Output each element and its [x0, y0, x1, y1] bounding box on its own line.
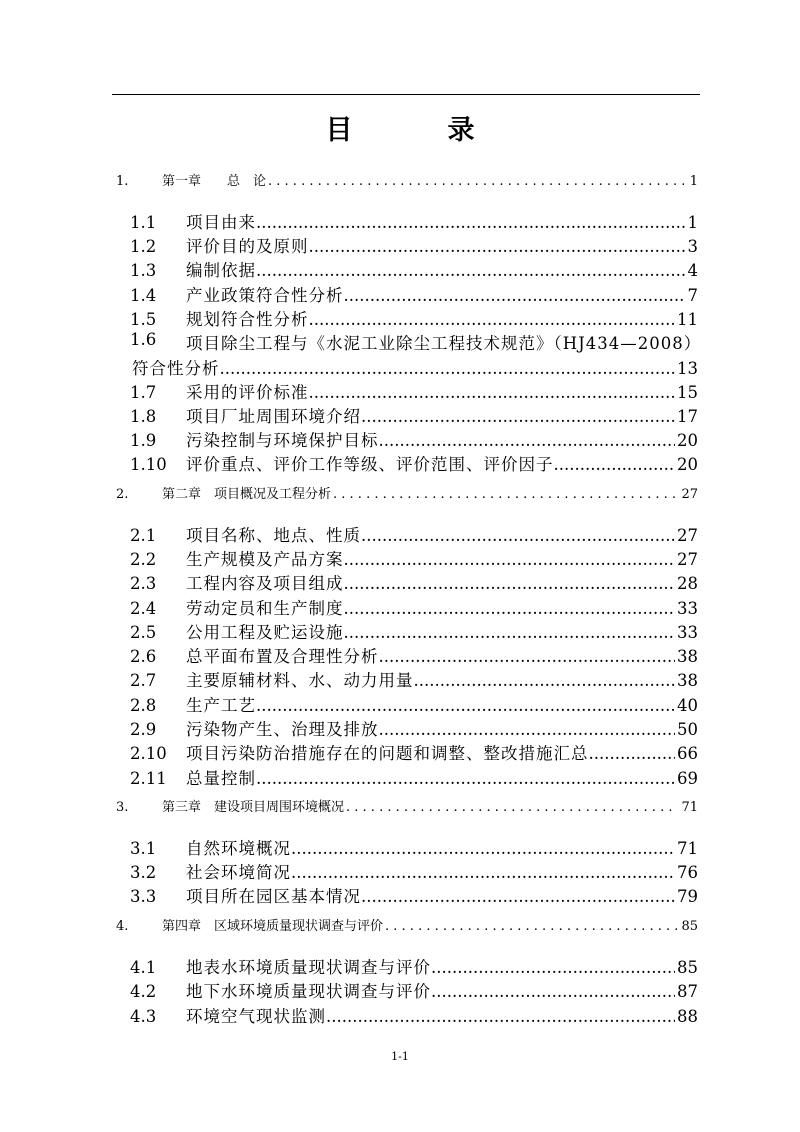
toc-leader: [346, 800, 677, 815]
toc-num: 1.5: [130, 310, 157, 329]
toc-section-3-1[interactable]: [112, 835, 698, 859]
toc-page: 27: [681, 487, 698, 502]
toc-label: 评价目的及原则: [186, 237, 309, 256]
toc-section-2-4[interactable]: [112, 595, 698, 619]
toc-leader: [344, 286, 686, 305]
toc-label: 劳动定员和生产制度: [186, 599, 344, 618]
toc-chapter-2[interactable]: [112, 483, 698, 502]
toc-leader: [379, 647, 676, 666]
toc-leader: [326, 1007, 675, 1026]
toc-leader: [333, 487, 677, 502]
toc-section-3-2[interactable]: [112, 859, 698, 883]
toc-section-2-10[interactable]: [112, 740, 698, 764]
toc-label: 产业政策符合性分析: [186, 286, 344, 305]
toc-section-1-4[interactable]: [112, 282, 698, 306]
toc-chapter-4[interactable]: [112, 915, 698, 934]
toc-label: 第二章 项目概况及工程分析: [162, 487, 332, 502]
page-number: 1-1: [391, 1050, 409, 1063]
toc-label: 工程内容及项目组成: [186, 574, 344, 593]
toc-label: 自然环境概况: [186, 839, 291, 858]
toc-page: 79: [677, 887, 698, 906]
toc-label: 项目污染防治措施存在的问题和调整、整改措施汇总: [186, 744, 589, 763]
toc-num: 1.3: [130, 261, 157, 280]
toc-num: 2.4: [130, 599, 157, 618]
toc-leader: [309, 310, 676, 329]
toc-num: 2.2: [130, 550, 157, 569]
toc-label: 地下水环境质量现状调查与评价: [186, 982, 431, 1001]
toc-label: 第三章 建设项目周围环境概况: [162, 800, 345, 815]
toc-leader: [256, 213, 686, 232]
toc-leader: [361, 887, 675, 906]
toc-page: 7: [687, 286, 698, 305]
toc-num: 3.2: [130, 863, 157, 882]
toc-section-1-2[interactable]: [112, 233, 698, 257]
toc-label: 项目除尘工程与《水泥工业除尘工程技术规范》（HJ434—2008）: [186, 334, 702, 353]
toc-page: 50: [677, 720, 698, 739]
toc-section-2-11[interactable]: [112, 765, 698, 789]
toc-page: 71: [681, 800, 698, 815]
toc-leader: [385, 919, 677, 934]
toc-leader: [256, 769, 675, 788]
toc-section-4-2[interactable]: [112, 978, 698, 1002]
toc-leader: [344, 599, 676, 618]
toc-section-1-1[interactable]: [112, 209, 698, 233]
toc-leader: [291, 863, 675, 882]
toc-num: 1.6: [130, 330, 157, 349]
toc-page: 88: [677, 1007, 698, 1026]
toc-num: 4.1: [130, 958, 157, 977]
toc-page: 4: [687, 261, 698, 280]
toc-num: 2.10: [130, 744, 167, 763]
toc-section-4-1[interactable]: [112, 954, 698, 978]
toc-page: 3: [687, 237, 698, 256]
toc-leader: [344, 574, 676, 593]
toc-page: 13: [677, 359, 698, 378]
toc-page: 28: [677, 574, 698, 593]
toc-num: 2.8: [130, 696, 157, 715]
page-title: 目 录: [325, 115, 509, 146]
toc-num: 2.: [116, 487, 129, 502]
toc-label: 项目由来: [186, 213, 256, 232]
toc-label: 第一章 总 论: [162, 174, 267, 189]
toc-page: 69: [677, 769, 698, 788]
toc-chapter-3[interactable]: [112, 796, 698, 815]
toc-num: 3.3: [130, 887, 157, 906]
toc-label: 地表水环境质量现状调查与评价: [186, 958, 431, 977]
toc-page: 38: [677, 647, 698, 666]
toc-page: 85: [677, 958, 698, 977]
toc-page: 33: [677, 599, 698, 618]
toc-label: 规划符合性分析: [186, 310, 309, 329]
toc-leader: [344, 550, 676, 569]
toc-label: 生产工艺: [186, 696, 256, 715]
toc-section-4-3[interactable]: [112, 1003, 698, 1027]
toc-label: 社会环境简况: [186, 863, 291, 882]
toc-num: 1.2: [130, 237, 157, 256]
toc-num: 1.8: [130, 407, 157, 426]
toc-label: 主要原辅材料、水、动力用量: [186, 671, 414, 690]
toc-page: 33: [677, 623, 698, 642]
toc-leader: [256, 696, 675, 715]
toc-section-1-7[interactable]: [112, 379, 698, 403]
toc-section-2-5[interactable]: [112, 619, 698, 643]
toc-leader: [309, 237, 686, 256]
toc-num: 1.7: [130, 383, 157, 402]
toc-num: 1.10: [130, 455, 167, 474]
toc-label: 污染物产生、治理及排放: [186, 720, 379, 739]
toc-label: 项目名称、地点、性质: [186, 526, 361, 545]
toc-page: 38: [677, 671, 698, 690]
toc-section-1-6[interactable]: [112, 330, 702, 354]
toc-label: 项目厂址周围环境介绍: [186, 407, 361, 426]
toc-num: 2.11: [130, 769, 167, 788]
toc-leader: [309, 383, 676, 402]
toc-page: 15: [677, 383, 698, 402]
toc-section-2-1[interactable]: [112, 522, 698, 546]
toc-label: 项目所在园区基本情况: [186, 887, 361, 906]
toc-page: 66: [677, 744, 698, 763]
toc-page: 85: [681, 919, 698, 934]
toc-page: 20: [677, 431, 698, 450]
toc-num: 3.: [116, 800, 129, 815]
toc-leader: [361, 407, 675, 426]
toc-leader: [256, 261, 686, 280]
toc-num: 2.6: [130, 647, 157, 666]
toc-num: 4.3: [130, 1007, 157, 1026]
toc-num: 1.4: [130, 286, 157, 305]
toc-num: 1.: [116, 174, 129, 189]
toc-section-1-9[interactable]: [112, 427, 698, 451]
toc-section-2-8[interactable]: [112, 692, 698, 716]
toc-page: 1: [687, 213, 698, 232]
toc-section-1-3[interactable]: [112, 257, 698, 281]
toc-label: 污染控制与环境保护目标: [186, 431, 379, 450]
toc-num: 1.9: [130, 431, 157, 450]
toc-num: 4.2: [130, 982, 157, 1001]
toc-leader: [344, 623, 676, 642]
toc-page: 40: [677, 696, 698, 715]
toc-page: 27: [677, 550, 698, 569]
toc-section-3-3[interactable]: [112, 883, 698, 907]
toc-leader: [589, 744, 676, 763]
toc-section-1-8[interactable]: [112, 403, 698, 427]
toc-label: 总量控制: [186, 769, 256, 788]
toc-num: 2.3: [130, 574, 157, 593]
toc-chapter-1[interactable]: [112, 170, 698, 189]
toc-section-1-10[interactable]: [112, 451, 698, 475]
toc-label: 评价重点、评价工作等级、评价范围、评价因子: [186, 455, 554, 474]
toc-leader: [431, 982, 675, 1001]
toc-section-2-7[interactable]: [112, 667, 698, 691]
toc-leader: [554, 455, 676, 474]
toc-page: 17: [677, 407, 698, 426]
toc-section-1-6-cont[interactable]: [112, 355, 698, 379]
toc-page: 71: [677, 839, 698, 858]
toc-label: 采用的评价标准: [186, 383, 309, 402]
toc-label: 环境空气现状监测: [186, 1007, 326, 1026]
toc-label: 编制依据: [186, 261, 256, 280]
toc-leader: [268, 174, 686, 189]
toc-leader: [379, 431, 676, 450]
toc-section-1-5[interactable]: [112, 306, 698, 330]
toc-leader: [431, 958, 675, 977]
toc-page: 76: [677, 863, 698, 882]
toc-section-2-6[interactable]: [112, 643, 698, 667]
toc-num: 2.9: [130, 720, 157, 739]
toc-label: 总平面布置及合理性分析: [186, 647, 379, 666]
toc-label: 生产规模及产品方案: [186, 550, 344, 569]
toc-page: 87: [677, 982, 698, 1001]
toc-num: 2.5: [130, 623, 157, 642]
toc-page: 11: [677, 310, 698, 329]
toc-num: 1.1: [130, 213, 157, 232]
toc-leader: [220, 359, 676, 378]
toc-num: 3.1: [130, 839, 157, 858]
toc-leader: [379, 720, 676, 739]
toc-section-2-2[interactable]: [112, 546, 698, 570]
toc-label-cont: 符合性分析: [132, 359, 220, 378]
toc-label: 公用工程及贮运设施: [186, 623, 344, 642]
header-rule: [112, 94, 700, 95]
toc-page: 27: [677, 526, 698, 545]
toc-section-2-3[interactable]: [112, 570, 698, 594]
toc-page: 1: [689, 174, 698, 189]
toc-num: 4.: [116, 919, 129, 934]
toc-leader: [291, 839, 675, 858]
toc-leader: [361, 526, 675, 545]
toc-label: 第四章 区域环境质量现状调查与评价: [162, 919, 384, 934]
toc-num: 2.7: [130, 671, 157, 690]
toc-leader: [414, 671, 676, 690]
toc-page: 20: [677, 455, 698, 474]
toc-section-2-9[interactable]: [112, 716, 698, 740]
toc-num: 2.1: [130, 526, 157, 545]
